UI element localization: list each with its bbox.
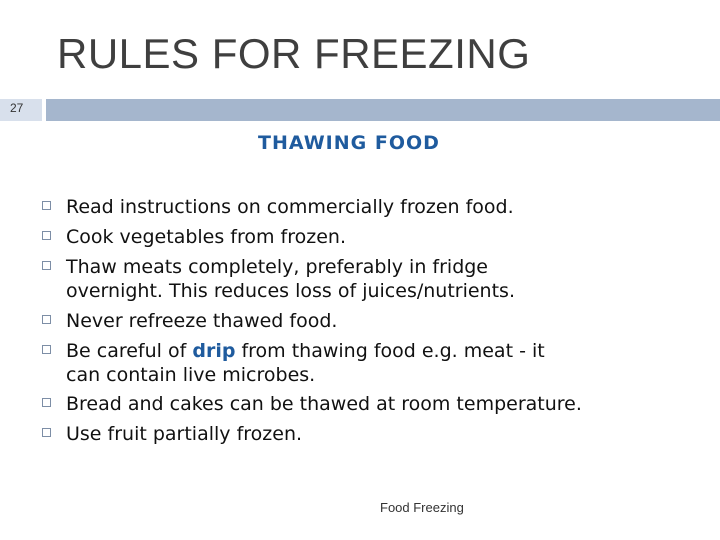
bullet-text: Read instructions on commercially frozen food.: [66, 196, 514, 218]
square-bullet-icon: [42, 201, 51, 210]
slide-number: 27: [10, 101, 24, 115]
square-bullet-icon: [42, 398, 51, 407]
slide-number-box: [0, 99, 44, 121]
bullet-text-continuation: can contain live microbes.: [66, 364, 316, 386]
square-bullet-icon: [42, 428, 51, 437]
square-bullet-icon: [42, 345, 51, 354]
bullet-text-before: Be careful of: [66, 340, 193, 362]
square-bullet-icon: [42, 315, 51, 324]
bullet-text: Cook vegetables from frozen.: [66, 226, 347, 248]
bullet-text-continuation: overnight. This reduces loss of juices/nutrients.: [66, 280, 515, 302]
bullet-text: Use fruit partially frozen.: [66, 423, 303, 445]
slide-title: RULES FOR FREEZING: [57, 30, 531, 77]
bullet-text: Never refreeze thawed food.: [66, 310, 338, 332]
highlight-word-drip: drip: [192, 340, 236, 362]
bullet-text-after: from thawing food e.g. meat - it: [235, 340, 545, 362]
bullet-text: Thaw meats completely, preferably in fridge: [66, 256, 488, 278]
square-bullet-icon: [42, 231, 51, 240]
header-divider-bar: [46, 99, 720, 121]
section-heading: THAWING FOOD: [258, 132, 440, 154]
footer-text: Food Freezing: [380, 500, 464, 515]
square-bullet-icon: [42, 261, 51, 270]
bullet-text: [66, 338, 545, 364]
bullet-text: Bread and cakes can be thawed at room temperature.: [66, 393, 582, 415]
